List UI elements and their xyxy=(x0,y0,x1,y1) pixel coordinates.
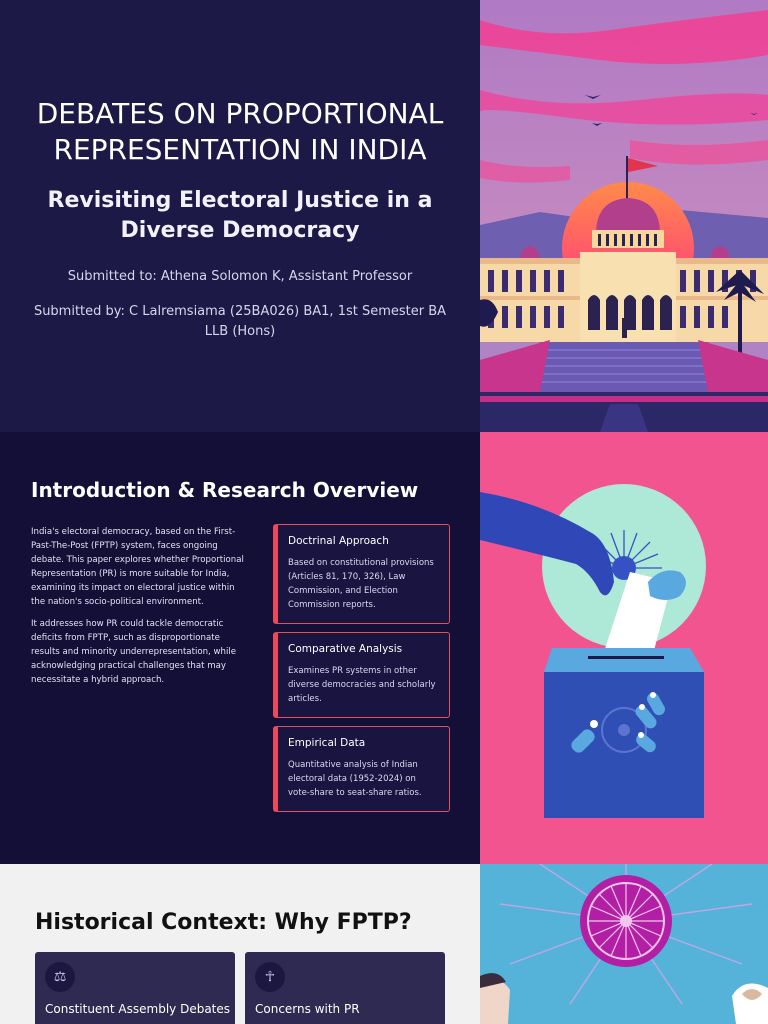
historical-panel xyxy=(0,864,480,1024)
intro-paragraph: India's electoral democracy, based on the First-Past-The-Post (FPTP) system, faces ongoing debate. This paper explores whether Proportional Representation (PR) is more suitable for India, examining its impact on electoral justice within the nation's socio-political environment. xyxy=(31,527,244,607)
card-title: Empirical Data xyxy=(288,737,366,749)
introduction-slide xyxy=(0,432,768,864)
submitted-to: Submitted to: Athena Solomon K, Assistant Professor xyxy=(67,269,413,284)
card-title: Comparative Analysis xyxy=(288,643,403,655)
tile-label: Concerns with PR xyxy=(255,1002,360,1016)
introduction-text xyxy=(31,525,246,687)
chakra-illustration xyxy=(480,864,768,1024)
submitted-by: Submitted by: C Lalremsiama (25BA026) BA1, 1st Semester BA LLB (Hons) xyxy=(33,304,447,339)
ballot-box-illustration xyxy=(480,432,768,864)
card-body: Based on constitutional provisions (Articles 81, 170, 326), Law Commission, and Election Commission reports. xyxy=(288,558,434,610)
card-title: Doctrinal Approach xyxy=(288,535,389,547)
introduction-panel xyxy=(0,432,480,864)
scales-icon: ⚖ xyxy=(45,962,75,992)
presentation-title: DEBATES ON PROPORTIONAL REPRESENTATION IN INDIA xyxy=(36,97,444,166)
presentation-subtitle: Revisiting Electoral Justice in a Diverse Democracy xyxy=(47,188,433,243)
historical-context-slide xyxy=(0,864,768,1024)
method-card xyxy=(273,726,450,812)
parliament-illustration xyxy=(480,0,768,432)
title-panel xyxy=(0,0,480,432)
context-tile xyxy=(245,952,445,1024)
title-slide xyxy=(0,0,768,432)
section-title: Introduction & Research Overview xyxy=(31,478,419,502)
card-body: Examines PR systems in other diverse democracies and scholarly articles. xyxy=(288,666,436,704)
card-body: Quantitative analysis of Indian electoral data (1952-2024) on vote-share to seat-share ratios. xyxy=(288,760,422,798)
method-card xyxy=(273,524,450,624)
method-card xyxy=(273,632,450,718)
intro-paragraph: It addresses how PR could tackle democratic deficits from FPTP, such as disproportionate results and minority underrepresentation, while acknowledging practical challenges that may necessitate a hybrid approach. xyxy=(31,619,237,685)
context-tile xyxy=(35,952,235,1024)
person-icon: ☥ xyxy=(255,962,285,992)
tile-label: Constituent Assembly Debates xyxy=(45,1002,231,1016)
section-title: Historical Context: Why FPTP? xyxy=(35,910,412,935)
